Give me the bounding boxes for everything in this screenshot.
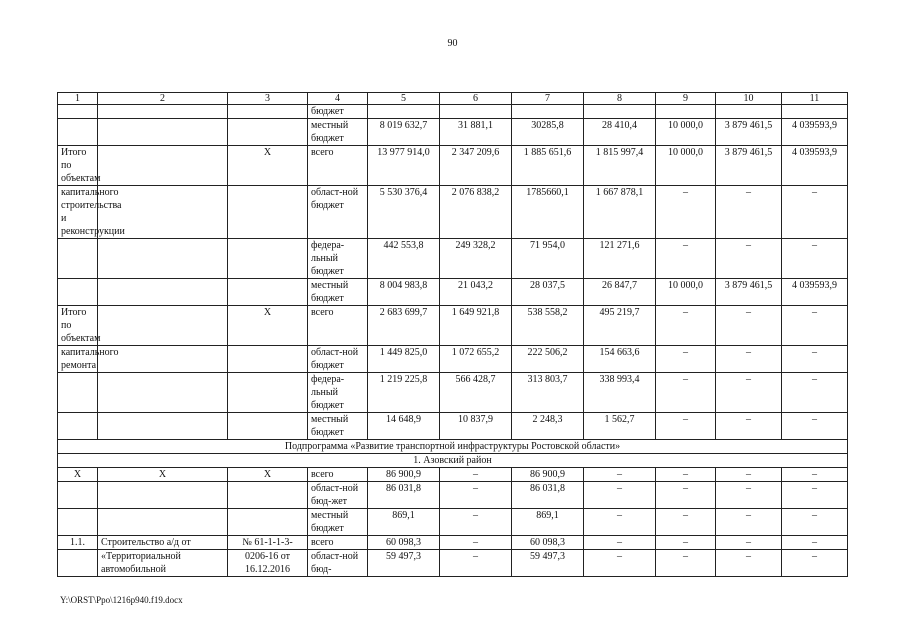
table-row: [58, 186, 848, 239]
table-cell: –: [716, 373, 782, 413]
table-cell: 86 900,9: [368, 468, 440, 482]
table-cell: 121 271,6: [584, 239, 656, 279]
file-path-footer: Y:\ORST\Ppo\1216p940.f19.docx: [60, 595, 183, 605]
table-cell: –: [656, 413, 716, 440]
table-cell: [440, 105, 512, 119]
table-cell: –: [656, 306, 716, 346]
table-cell: [98, 119, 228, 146]
table-cell: [58, 413, 98, 440]
table-cell: 10 000,0: [656, 279, 716, 306]
table-cell: 869,1: [512, 509, 584, 536]
table-cell: Строительство а/д от: [98, 536, 228, 550]
table-cell: 2 248,3: [512, 413, 584, 440]
table-cell: –: [440, 509, 512, 536]
table-cell: –: [584, 536, 656, 550]
table-cell: 59 497,3: [368, 550, 440, 577]
table-cell: 154 663,6: [584, 346, 656, 373]
col-header: 9: [656, 93, 716, 105]
table-cell: Х: [98, 468, 228, 482]
table-cell: [228, 509, 308, 536]
table-row: [58, 119, 848, 146]
table-cell: Итого по объектам: [58, 146, 98, 186]
table-cell: [228, 373, 308, 413]
table-cell: –: [716, 536, 782, 550]
table-cell: –: [782, 306, 848, 346]
table-cell: –: [584, 509, 656, 536]
section-title: 1. Азовский район: [58, 454, 848, 468]
table-cell: [58, 119, 98, 146]
table-cell: Х: [228, 468, 308, 482]
table-cell: –: [440, 550, 512, 577]
col-header: 1: [58, 93, 98, 105]
table-cell: –: [782, 413, 848, 440]
table-cell: [58, 105, 98, 119]
table-cell: –: [716, 239, 782, 279]
table-cell: 4 039593,9: [782, 146, 848, 186]
table-cell: 8 019 632,7: [368, 119, 440, 146]
table-cell: 28 410,4: [584, 119, 656, 146]
table-cell: [512, 105, 584, 119]
table-cell: всего: [308, 468, 368, 482]
col-header: 4: [308, 93, 368, 105]
table-cell: –: [782, 373, 848, 413]
table-cell: местный бюджет: [308, 509, 368, 536]
table-cell: –: [656, 468, 716, 482]
table-cell: 8 004 983,8: [368, 279, 440, 306]
table-cell: [98, 239, 228, 279]
table-cell: –: [782, 536, 848, 550]
table-cell: –: [656, 373, 716, 413]
table-cell: –: [782, 346, 848, 373]
table-cell: 4 039593,9: [782, 279, 848, 306]
table-cell: –: [584, 468, 656, 482]
table-cell: [98, 146, 228, 186]
table-cell: 3 879 461,5: [716, 146, 782, 186]
col-header: 3: [228, 93, 308, 105]
table-cell: «Территориальной автомобильной: [98, 550, 228, 577]
table-cell: 1 667 878,1: [584, 186, 656, 239]
table-cell: 14 648,9: [368, 413, 440, 440]
table-cell: [98, 373, 228, 413]
table-cell: област-ной бюд-: [308, 550, 368, 577]
budget-table: [57, 92, 848, 577]
table-cell: капитального ремонта: [58, 346, 98, 373]
section-row: [58, 454, 848, 468]
col-header: 6: [440, 93, 512, 105]
table-cell: [58, 279, 98, 306]
table-cell: бюджет: [308, 105, 368, 119]
table-row: [58, 306, 848, 346]
section-row: [58, 440, 848, 454]
table-cell: всего: [308, 536, 368, 550]
table-cell: 2 076 838,2: [440, 186, 512, 239]
table-cell: 1 449 825,0: [368, 346, 440, 373]
column-header-row: [58, 93, 848, 105]
table-cell: –: [716, 346, 782, 373]
table-cell: област-ной бюджет: [308, 186, 368, 239]
table-cell: [98, 105, 228, 119]
table-cell: [368, 105, 440, 119]
table-cell: [228, 482, 308, 509]
table-cell: [98, 413, 228, 440]
table-cell: 249 328,2: [440, 239, 512, 279]
table-cell: 566 428,7: [440, 373, 512, 413]
table-cell: Х: [228, 146, 308, 186]
table-row: [58, 105, 848, 119]
table-cell: 86 031,8: [512, 482, 584, 509]
table-cell: 1 562,7: [584, 413, 656, 440]
table-cell: 60 098,3: [512, 536, 584, 550]
table-cell: 1 219 225,8: [368, 373, 440, 413]
table-cell: –: [440, 536, 512, 550]
table-cell: –: [584, 550, 656, 577]
table-cell: –: [656, 536, 716, 550]
table-cell: [228, 239, 308, 279]
table-cell: 538 558,2: [512, 306, 584, 346]
table-cell: –: [440, 482, 512, 509]
table-cell: капитального строительства и реконструкции: [58, 186, 98, 239]
table-cell: 495 219,7: [584, 306, 656, 346]
table-cell: –: [782, 482, 848, 509]
table-cell: област-ной бюджет: [308, 346, 368, 373]
table-cell: местный бюджет: [308, 413, 368, 440]
table-cell: 71 954,0: [512, 239, 584, 279]
table-cell: 10 000,0: [656, 119, 716, 146]
table-cell: [656, 105, 716, 119]
col-header: 7: [512, 93, 584, 105]
table-cell: местный бюджет: [308, 119, 368, 146]
table-cell: [98, 482, 228, 509]
page-number: 90: [447, 38, 458, 49]
table-cell: –: [716, 550, 782, 577]
col-header: 5: [368, 93, 440, 105]
table-cell: [228, 346, 308, 373]
table-cell: –: [782, 239, 848, 279]
table-cell: [58, 373, 98, 413]
table-cell: № 61-1-1-3-: [228, 536, 308, 550]
table-cell: 60 098,3: [368, 536, 440, 550]
table-row: [58, 536, 848, 550]
table-cell: [98, 509, 228, 536]
table-cell: –: [716, 509, 782, 536]
table-cell: 1.1.: [58, 536, 98, 550]
table-cell: [228, 413, 308, 440]
table-cell: местный бюджет: [308, 279, 368, 306]
table-row: [58, 239, 848, 279]
table-cell: 30285,8: [512, 119, 584, 146]
table-cell: –: [716, 468, 782, 482]
table-cell: 442 553,8: [368, 239, 440, 279]
table-cell: [782, 105, 848, 119]
table-cell: 0206-16 от 16.12.2016: [228, 550, 308, 577]
col-header: 8: [584, 93, 656, 105]
table-cell: федера-льный бюджет: [308, 239, 368, 279]
table-row: [58, 482, 848, 509]
table-cell: федера-льный бюджет: [308, 373, 368, 413]
table-cell: –: [656, 186, 716, 239]
table-cell: 1785660,1: [512, 186, 584, 239]
table-cell: [98, 279, 228, 306]
table-cell: 86 900,9: [512, 468, 584, 482]
table-cell: 1 649 921,8: [440, 306, 512, 346]
table-cell: 26 847,7: [584, 279, 656, 306]
table-cell: –: [656, 509, 716, 536]
table-cell: 59 497,3: [512, 550, 584, 577]
table-cell: 5 530 376,4: [368, 186, 440, 239]
table-cell: 4 039593,9: [782, 119, 848, 146]
table-row: [58, 509, 848, 536]
table-cell: област-ной бюд-жет: [308, 482, 368, 509]
table-cell: 1 072 655,2: [440, 346, 512, 373]
col-header: 11: [782, 93, 848, 105]
table-row: [58, 146, 848, 186]
table-cell: 10 837,9: [440, 413, 512, 440]
section-title: Подпрограмма «Развитие транспортной инфраструктуры Ростовской области»: [58, 440, 848, 454]
table-cell: [58, 550, 98, 577]
table-cell: –: [782, 550, 848, 577]
table-cell: 28 037,5: [512, 279, 584, 306]
table-cell: 2 683 699,7: [368, 306, 440, 346]
table-cell: 21 043,2: [440, 279, 512, 306]
table-cell: Х: [228, 306, 308, 346]
table-cell: 313 803,7: [512, 373, 584, 413]
table-cell: –: [656, 550, 716, 577]
table-cell: 31 881,1: [440, 119, 512, 146]
table-cell: –: [782, 468, 848, 482]
col-header: 2: [98, 93, 228, 105]
table-cell: 1 815 997,4: [584, 146, 656, 186]
table-cell: 869,1: [368, 509, 440, 536]
table-cell: –: [656, 239, 716, 279]
table-cell: 222 506,2: [512, 346, 584, 373]
table-cell: –: [782, 509, 848, 536]
table-cell: –: [782, 186, 848, 239]
table-cell: 86 031,8: [368, 482, 440, 509]
col-header: 10: [716, 93, 782, 105]
table-cell: 10 000,0: [656, 146, 716, 186]
table-cell: [228, 279, 308, 306]
table-cell: всего: [308, 146, 368, 186]
table-cell: –: [656, 346, 716, 373]
table-cell: –: [584, 482, 656, 509]
table-cell: всего: [308, 306, 368, 346]
table-row: [58, 279, 848, 306]
table-cell: Х: [58, 468, 98, 482]
table-cell: [228, 186, 308, 239]
table-cell: 3 879 461,5: [716, 279, 782, 306]
table-cell: –: [716, 306, 782, 346]
table-cell: –: [656, 482, 716, 509]
table-cell: [228, 119, 308, 146]
table-cell: 1 885 651,6: [512, 146, 584, 186]
table-cell: 13 977 914,0: [368, 146, 440, 186]
table-row: [58, 373, 848, 413]
table-cell: [58, 239, 98, 279]
table-cell: –: [716, 413, 782, 440]
table-row: [58, 413, 848, 440]
table-cell: 338 993,4: [584, 373, 656, 413]
table-row: [58, 346, 848, 373]
table-cell: 2 347 209,6: [440, 146, 512, 186]
table-cell: –: [716, 482, 782, 509]
table-cell: [58, 509, 98, 536]
table-cell: [228, 105, 308, 119]
table-cell: [58, 482, 98, 509]
table-cell: Итого по объектам: [58, 306, 98, 346]
table-cell: [716, 105, 782, 119]
table-cell: 3 879 461,5: [716, 119, 782, 146]
table-cell: –: [440, 468, 512, 482]
table-row: [58, 550, 848, 577]
table-cell: [98, 306, 228, 346]
table-cell: –: [716, 186, 782, 239]
table-cell: [584, 105, 656, 119]
table-row: [58, 468, 848, 482]
